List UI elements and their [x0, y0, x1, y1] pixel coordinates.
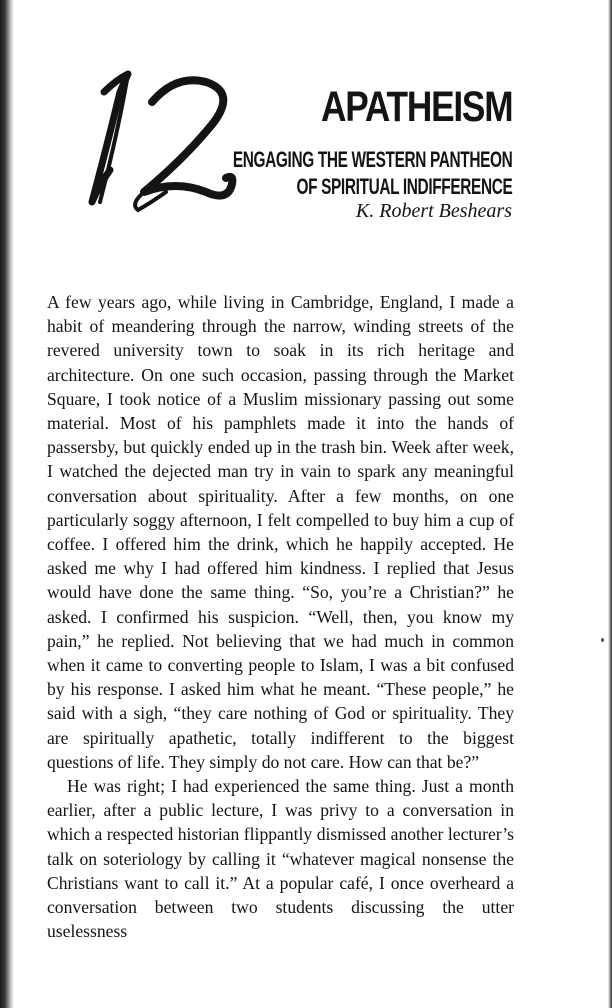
- body-paragraph: A few years ago, while living in Cambridge, England, I made a habit of meandering through the narrow, winding streets of the revered university town to soak in its rich heritage and architecture. On one such occasion, passing through the Market Square, I took notice of a Muslim missionary passing out some material. Most of his pamphlets made it into the hands of passersby, but quickly ended up in the trash bin. Week after week, I watched the dejected man try in vain to spark any meaningful conversation about spirituality. After a few months, on one particularly soggy afternoon, I felt compelled to buy him a cup of coffee. I offered him the drink, which he happily accepted. He asked me why I had offered him kindness. I replied that Jesus would have done the same thing. “So, you’re a Christian?” he asked. I confirmed his suspicion. “Well, then, you know my pain,” he replied. Not believing that we had much in common when it came to converting people to Islam, I was a bit confused by his response. I asked him what he meant. “These people,” he said with a sigh, “they care nothing of God or spirituality. They are spiritually apathetic, totally indifferent to the biggest questions of life. They simply do not care. How can that be?”: [47, 292, 514, 772]
- page-edge: [608, 0, 612, 1008]
- body-text: [47, 290, 514, 943]
- chapter-number-script: [56, 52, 256, 222]
- chapter-subtitle: [232, 146, 512, 200]
- chapter-title: APATHEISM: [320, 83, 512, 131]
- body-paragraph: He was right; I had experienced the same thing. Just a month earlier, after a public lecture, I was privy to a conversation in which a respected historian flippantly dismissed another lecturer’s talk on soteriology by calling it “whatever magical nonsense the Christians want to call it.” At a popular café, I once overheard a conversation between two students discussing the utter uselessness: [47, 776, 514, 942]
- chapter-number-graphic: [56, 52, 256, 222]
- chapter-author: K. Robert Beshears: [355, 200, 512, 222]
- chapter-subtitle-line: ENGAGING THE WESTERN PANTHEON: [232, 147, 512, 172]
- book-spine-shadow: [0, 0, 14, 1008]
- ink-speck: [601, 638, 604, 642]
- chapter-subtitle-line: OF SPIRITUAL INDIFFERENCE: [296, 174, 512, 199]
